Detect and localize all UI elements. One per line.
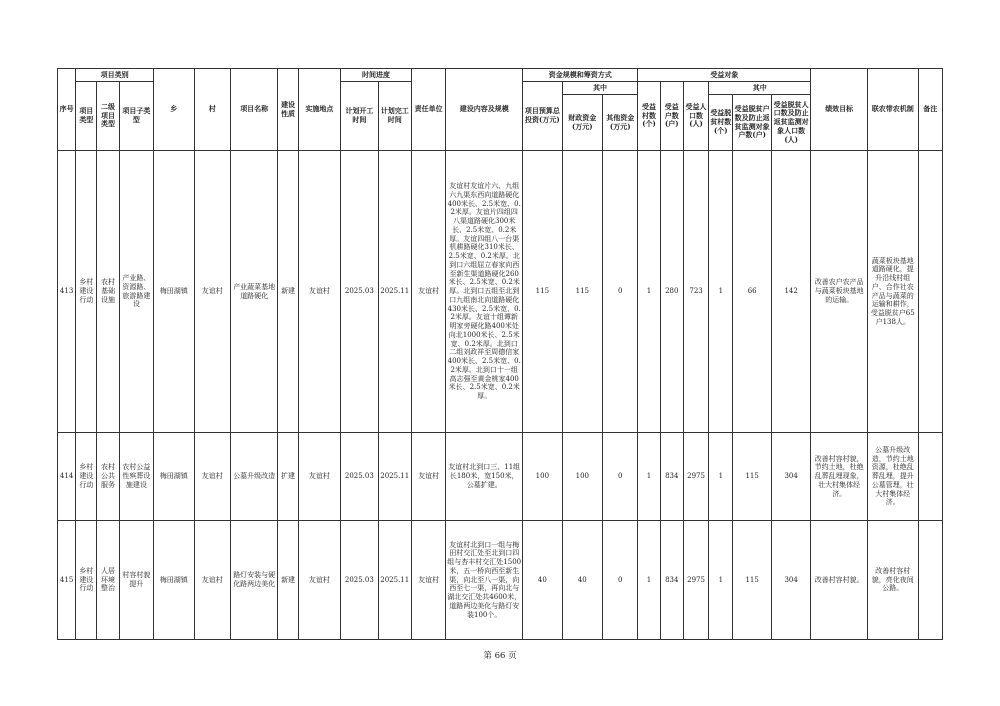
cell-village: 友谊村 [194,433,230,521]
header-ben-households: 受益户数(户) [660,82,683,151]
cell-subtype: 村容村貌提升 [119,521,153,640]
cell-start: 2025.03 [341,433,378,521]
cell-project-name: 路灯安装与硬化路两边美化 [230,521,278,640]
header-fund-group: 资金规模和筹资方式 [523,69,638,82]
cell-township: 梅田湖镇 [154,433,194,521]
header-goal: 绩效目标 [811,69,868,151]
table-row [58,151,943,433]
cell-nature: 扩建 [278,433,298,521]
header-category-group: 项目类别 [76,69,154,82]
header-ben-poor-households: 受益脱贫户数及防止返贫监测对象户数(户) [733,95,771,151]
cell-location: 友谊村 [298,151,340,433]
header-ben-sub: 其中 [709,82,811,95]
cell-ben-poor-households: 115 [733,433,771,521]
header-unit: 责任单位 [411,69,445,151]
cell-ben-villages: 1 [638,433,660,521]
cell-mechanism: 改善村容村貌，亮化夜间公路。 [868,521,919,640]
cell-type: 乡村建设行动 [76,521,97,640]
cell-seq: 414 [58,433,76,521]
cell-ben-poor-villages: 1 [709,521,733,640]
cell-ben-population: 723 [683,151,708,433]
header-ben-poor-population: 受益脱贫人口数及防止返贫监测对象人口数(人) [771,95,811,151]
cell-start: 2025.03 [341,151,378,433]
cell-mechanism: 公墓升级改造，节约土地资源，杜绝乱葬乱埋，提升公墓管理，壮大村集体经济。 [868,433,919,521]
cell-fiscal: 40 [562,521,602,640]
cell-ben-poor-villages: 1 [709,433,733,521]
cell-seq: 413 [58,151,76,433]
cell-remark [918,521,942,640]
cell-ben-households: 834 [660,433,683,521]
header-content: 建设内容及规模 [446,69,523,151]
cell-budget: 40 [523,521,562,640]
header-budget: 项目预算总投资(万元) [523,82,562,151]
header-project-name: 项目名称 [230,69,278,151]
cell-unit: 友谊村 [411,521,445,640]
cell-other: 0 [603,433,638,521]
cell-content: 友谊村北到口一组与梅田村交汇处至北到口四组与杏丰村交汇处1500米，五一桥向西至新生渠，向北至八一渠，向西至七一渠，再向北与湖北交汇处共4600米，道路两边美化与路灯安装100个。 [446,521,523,640]
cell-fiscal: 100 [562,433,602,521]
header-subtype2: 二级项目类型 [97,82,119,151]
header-ben-poor-villages: 受益脱贫村数(个) [709,95,733,151]
cell-unit: 友谊村 [411,151,445,433]
header-other: 其他资金(万元) [603,95,638,151]
header-fiscal: 财政资金(万元) [562,95,602,151]
header-end: 计划完工时间 [378,82,411,151]
header-location: 实施地点 [298,69,340,151]
header-subtype: 项目子类型 [119,82,153,151]
cell-village: 友谊村 [194,521,230,640]
cell-goal: 改善村容村貌，节约土地，杜绝乱葬乱埋现象，壮大村集体经济。 [811,433,868,521]
table-row [58,433,943,521]
cell-goal: 改善农户农产品与蔬菜板块基地的运输。 [811,151,868,433]
cell-type: 乡村建设行动 [76,433,97,521]
cell-other: 0 [603,521,638,640]
cell-subtype: 产业路、资源路、旅游路建设 [119,151,153,433]
header-ben-villages: 受益村数(个) [638,82,660,151]
header-township: 乡 [154,69,194,151]
cell-fiscal: 115 [562,151,602,433]
cell-subtype2: 农村基础设施 [97,151,119,433]
cell-budget: 115 [523,151,562,433]
header-beneficiary-group: 受益对象 [638,69,811,82]
cell-project-name: 产业蔬菜基地道路硬化 [230,151,278,433]
cell-ben-poor-population: 304 [771,521,811,640]
header-ben-population: 受益人口数(人) [683,82,708,151]
cell-remark [918,433,942,521]
cell-content: 友谊村北到口三、11组长180米，宽150米，公墓扩建。 [446,433,523,521]
cell-project-name: 公墓升级改造 [230,433,278,521]
header-remark: 备注 [918,69,942,151]
cell-location: 友谊村 [298,521,340,640]
cell-ben-poor-villages: 1 [709,151,733,433]
cell-nature: 新建 [278,151,298,433]
cell-ben-population: 2975 [683,433,708,521]
header-fund-sub: 其中 [562,82,638,95]
header-start: 计划开工时间 [341,82,378,151]
cell-content: 友谊村友谊片六、九组六九渠东西向道路硬化400米长、2.5米宽、0.2米厚。友谊片四组四八渠道路硬化300米长、2.5米宽、0.2米厚。友谊四组八一台渠机耕路硬化310米长、2.5米宽、0.2米厚。北到口六组屈立春家向西至新生渠道路硬化260米长、2.5米宽、0.2米厚。北到口五组至北到口九组南北向道路硬化430米长、2.5米宽、0.2米厚。友谊十组谭新明家旁硬化路400米处向北1000米长、2.5米宽、0.2米厚。北到口二组刘政祥至周德信家400米长、2.5米宽、0.2米厚。北到口十一组高志强至黄金桃家400米长、2.5米宽、0.2米厚。 [446,151,523,433]
cell-ben-villages: 1 [638,151,660,433]
project-table [57,68,943,640]
header-nature: 建设性质 [278,69,298,151]
cell-goal: 改善村容村貌。 [811,521,868,640]
cell-end: 2025.11 [378,521,411,640]
cell-subtype: 农村公益性殡葬设施建设 [119,433,153,521]
header-schedule-group: 时间进度 [341,69,412,82]
header-seq: 序号 [58,69,76,151]
header-mechanism: 联农带农机制 [868,69,919,151]
cell-remark [918,151,942,433]
cell-end: 2025.11 [378,433,411,521]
cell-location: 友谊村 [298,433,340,521]
cell-type: 乡村建设行动 [76,151,97,433]
cell-township: 梅田湖镇 [154,521,194,640]
table-row [58,521,943,640]
cell-ben-poor-population: 304 [771,433,811,521]
cell-ben-poor-households: 115 [733,521,771,640]
cell-ben-households: 280 [660,151,683,433]
cell-township: 梅田湖镇 [154,151,194,433]
page-number: 第 66 页 [483,651,517,661]
cell-nature: 新建 [278,521,298,640]
cell-subtype2: 人居环境整治 [97,521,119,640]
cell-seq: 415 [58,521,76,640]
cell-budget: 100 [523,433,562,521]
cell-unit: 友谊村 [411,433,445,521]
cell-mechanism: 蔬菜板块基地道路硬化，提升沿线村组户、合作社农产品与蔬菜的运输和耕作，受益脱贫户65户138人。 [868,151,919,433]
cell-ben-villages: 1 [638,521,660,640]
cell-subtype2: 农村公共服务 [97,433,119,521]
cell-ben-population: 2975 [683,521,708,640]
header-village: 村 [194,69,230,151]
header-type: 项目类型 [76,82,97,151]
cell-ben-poor-households: 66 [733,151,771,433]
cell-ben-households: 834 [660,521,683,640]
cell-village: 友谊村 [194,151,230,433]
cell-start: 2025.03 [341,521,378,640]
cell-end: 2025.11 [378,151,411,433]
cell-other: 0 [603,151,638,433]
cell-ben-poor-population: 142 [771,151,811,433]
